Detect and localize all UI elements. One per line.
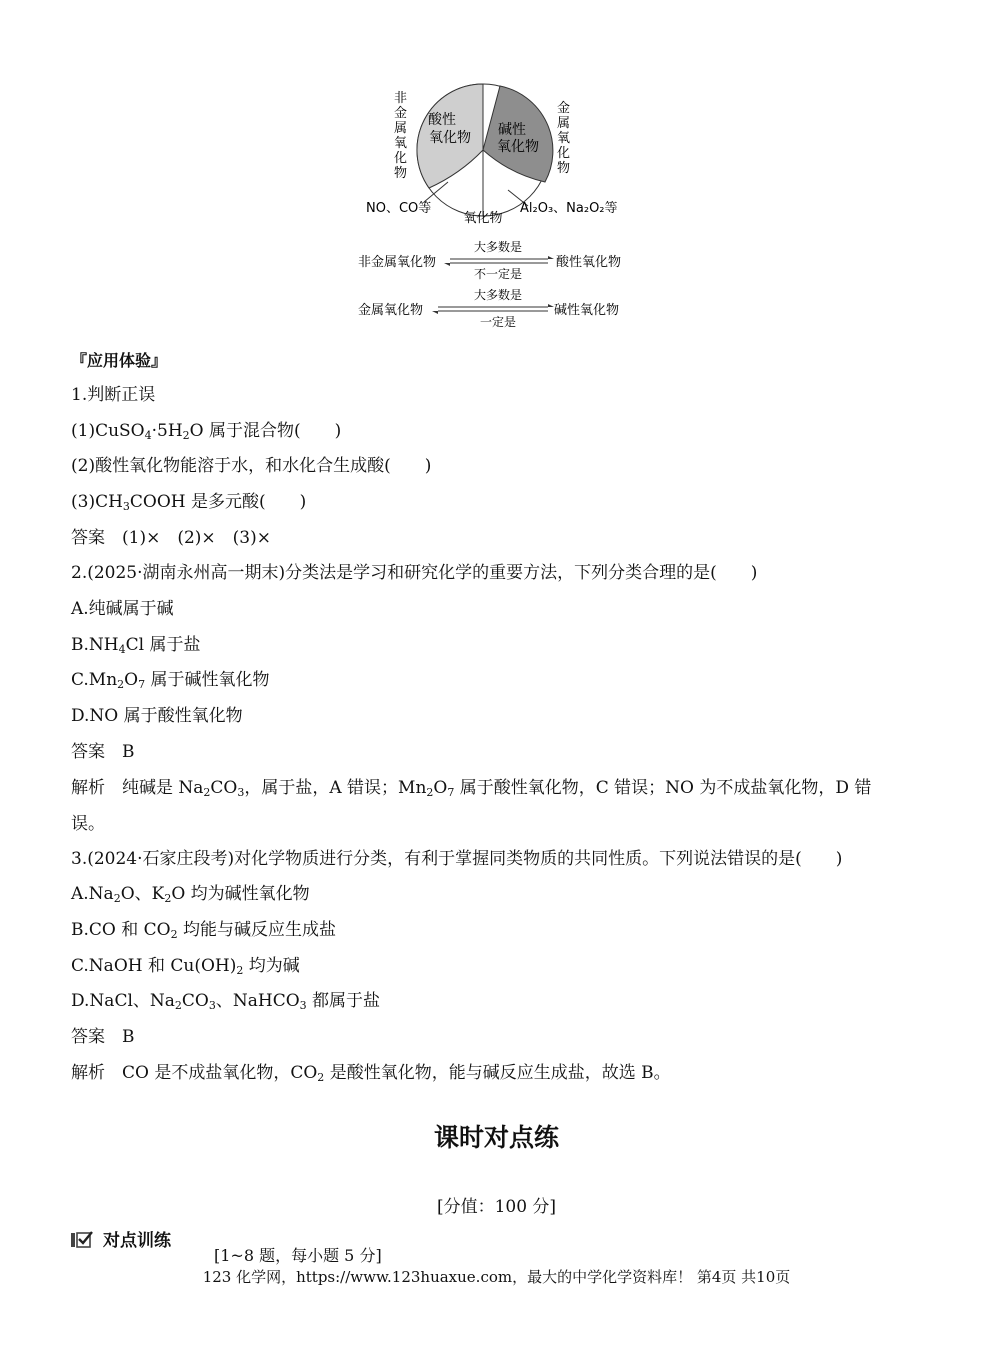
q3-stem: 3.(2024·石家庄段考)对化学物质进行分类，有利于掌握同类物质的共同性质。下列说法错误的是( ) (71, 849, 843, 869)
section-heading: 『应用体验』 (71, 351, 168, 370)
oxide-classification-diagram (350, 70, 640, 340)
acidic-label-2: 氧化物 (429, 130, 471, 146)
rel1-bottom: 不一定是 (473, 267, 523, 281)
metal-oxide-vertical: 金属氧化物 (557, 101, 571, 176)
q3-option-c: C.NaOH 和 $Cu(OH)_2$ 均为碱 (71, 956, 300, 977)
rel1-to: 酸性氧化物 (556, 255, 622, 270)
oxide-label: 氧化物 (463, 211, 503, 226)
rel2-bottom: 一定是 (479, 315, 517, 329)
q2-option-d: D.NO 属于酸性氧化物 (71, 706, 243, 726)
q1-answer: 答案 (1)× (2)× (3)× (71, 528, 271, 548)
q2-option-a: A.纯碱属于碱 (71, 599, 174, 619)
rel2-to: 碱性氧化物 (554, 303, 620, 318)
al2o3-na2o2-label: Al₂O₃、Na₂O₂等 (520, 201, 618, 216)
score-value: [分值：100 分] (436, 1197, 557, 1217)
basic-label-1: 碱性 (498, 122, 526, 138)
rel2-from: 金属氧化物 (358, 303, 424, 318)
q1-item-3: $(3)CH_3COOH$ 是多元酸( ) (71, 492, 307, 513)
drill-scope: [1~8 题，每小题 5 分] (214, 1246, 382, 1265)
rel1-top: 大多数是 (473, 240, 523, 254)
q3-option-a: $A.Na_2O$、$K_2O$ 均为碱性氧化物 (71, 884, 310, 905)
q3-explanation: 解析 CO 是不成盐氧化物，$CO_2$ 是酸性氧化物，能与碱反应生成盐，故选 B。 (71, 1063, 671, 1084)
no-co-label: NO、CO等 (366, 201, 432, 216)
q2-explanation-cont: 误。 (71, 814, 105, 834)
acidic-label-1: 酸性 (428, 112, 456, 128)
q2-answer: 答案 B (71, 742, 135, 762)
lesson-title: 课时对点练 (433, 1123, 559, 1152)
drill-heading (71, 1226, 171, 1251)
oxide-venn-svg (350, 70, 640, 340)
q3-option-b: B.CO 和 $CO_2$ 均能与碱反应生成盐 (71, 920, 336, 941)
q1-item-1: $(1)CuSO_4\cdot 5H_2O$ 属于混合物( ) (71, 421, 342, 442)
rel2-top: 大多数是 (473, 288, 523, 302)
q2-explanation: 解析 纯碱是 $Na_2CO_3$，属于盐，A 错误；$Mn_2O_7$ 属于酸性氧化物，C 错误；NO 为不成盐氧化物，D 错 (71, 778, 872, 799)
checkbox-icon (71, 1230, 93, 1248)
basic-label-2: 氧化物 (497, 139, 539, 155)
nonmetal-oxide-vertical: 非金属氧化物 (394, 91, 408, 181)
q2-stem: 2.(2025·湖南永州高一期末)分类法是学习和研究化学的重要方法，下列分类合理的是( ) (71, 563, 758, 583)
q2-option-b: $B.NH_4Cl$ 属于盐 (71, 635, 201, 656)
q1-stem: 1.判断正误 (71, 385, 156, 405)
rel1-from: 非金属氧化物 (358, 255, 437, 270)
q1-item-2: (2)酸性氧化物能溶于水，和水化合生成酸( ) (71, 456, 432, 476)
q3-option-d: D.NaCl、$Na_2CO_3$、NaHCO$_3$ 都属于盐 (71, 991, 381, 1012)
drill-label: 对点训练 (103, 1231, 171, 1251)
q3-answer: 答案 B (71, 1027, 135, 1047)
q2-option-c: $C.Mn_2O_7$ 属于碱性氧化物 (71, 670, 270, 691)
page-footer: 123 化学网，https://www.123huaxue.com，最大的中学化学资料库！ 第4页 共10页 (202, 1268, 791, 1286)
